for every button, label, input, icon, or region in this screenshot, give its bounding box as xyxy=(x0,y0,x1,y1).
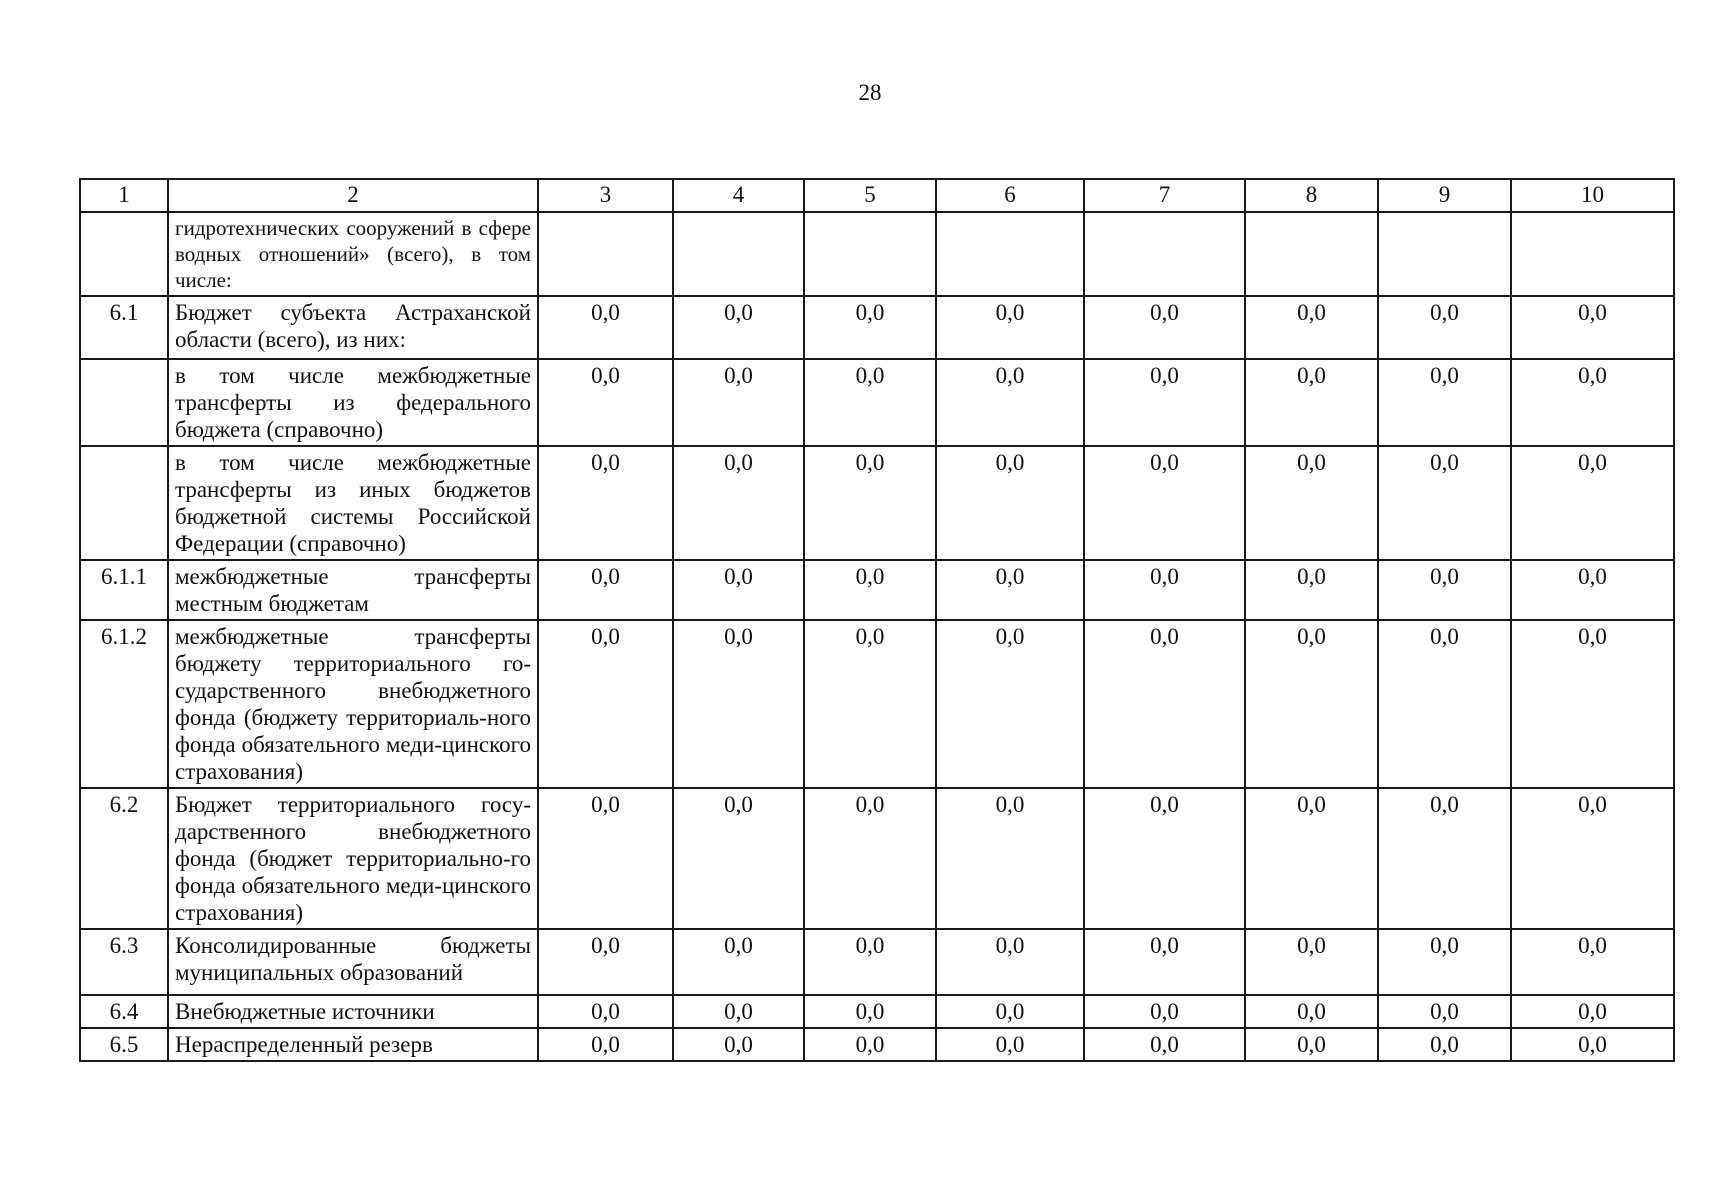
row-number: 6.5 xyxy=(80,1028,168,1061)
table-row xyxy=(80,296,1674,359)
column-header-1: 1 xyxy=(80,179,168,212)
budget-table-body xyxy=(80,179,1674,1061)
column-header-4: 4 xyxy=(673,179,804,212)
row-name: в том числе межбюджетные трансферты из иных бюджетов бюджетной системы Российской Федерации (справочно) xyxy=(168,446,538,560)
value-cell-col-4: 0,0 xyxy=(673,560,804,620)
value-cell-col-9: 0,0 xyxy=(1378,1028,1511,1061)
value-cell-col-8: 0,0 xyxy=(1245,446,1378,560)
table-row xyxy=(80,359,1674,446)
value-cell-col-9: 0,0 xyxy=(1378,359,1511,446)
value-cell-col-7: 0,0 xyxy=(1084,1028,1245,1061)
value-cell-col-4: 0,0 xyxy=(673,296,804,359)
value-cell-col-8: 0,0 xyxy=(1245,995,1378,1028)
value-cell-col-8: 0,0 xyxy=(1245,929,1378,995)
value-cell-col-4 xyxy=(673,212,804,296)
value-cell-col-4: 0,0 xyxy=(673,620,804,788)
row-name: межбюджетные трансферты местным бюджетам xyxy=(168,560,538,620)
row-name: межбюджетные трансферты бюджету территориального го-сударственного внебюджетного фонда (бюджету территориаль-ного фонда обязательного меди-цинского страхования) xyxy=(168,620,538,788)
value-cell-col-3: 0,0 xyxy=(538,929,673,995)
value-cell-col-5: 0,0 xyxy=(804,560,936,620)
value-cell-col-10: 0,0 xyxy=(1511,296,1674,359)
row-name: Консолидированные бюджеты муниципальных образований xyxy=(168,929,538,995)
page-number: 28 xyxy=(858,80,882,105)
row-name: Бюджет субъекта Астраханской области (всего), из них: xyxy=(168,296,538,359)
row-number xyxy=(80,446,168,560)
value-cell-col-9 xyxy=(1378,212,1511,296)
row-number: 6.1.2 xyxy=(80,620,168,788)
value-cell-col-5: 0,0 xyxy=(804,929,936,995)
value-cell-col-5: 0,0 xyxy=(804,359,936,446)
row-number xyxy=(80,359,168,446)
value-cell-col-3: 0,0 xyxy=(538,620,673,788)
value-cell-col-8: 0,0 xyxy=(1245,560,1378,620)
value-cell-col-4: 0,0 xyxy=(673,995,804,1028)
value-cell-col-6: 0,0 xyxy=(936,446,1084,560)
value-cell-col-8: 0,0 xyxy=(1245,620,1378,788)
value-cell-col-9: 0,0 xyxy=(1378,446,1511,560)
table-row xyxy=(80,929,1674,995)
value-cell-col-10: 0,0 xyxy=(1511,446,1674,560)
column-header-5: 5 xyxy=(804,179,936,212)
value-cell-col-7: 0,0 xyxy=(1084,995,1245,1028)
value-cell-col-9: 0,0 xyxy=(1378,620,1511,788)
column-header-2: 2 xyxy=(168,179,538,212)
value-cell-col-7: 0,0 xyxy=(1084,560,1245,620)
value-cell-col-6: 0,0 xyxy=(936,929,1084,995)
value-cell-col-6: 0,0 xyxy=(936,620,1084,788)
value-cell-col-10: 0,0 xyxy=(1511,929,1674,995)
table-row xyxy=(80,1028,1674,1061)
value-cell-col-7: 0,0 xyxy=(1084,359,1245,446)
value-cell-col-4: 0,0 xyxy=(673,359,804,446)
value-cell-col-7: 0,0 xyxy=(1084,620,1245,788)
value-cell-col-5 xyxy=(804,212,936,296)
value-cell-col-9: 0,0 xyxy=(1378,560,1511,620)
value-cell-col-3: 0,0 xyxy=(538,788,673,929)
column-header-3: 3 xyxy=(538,179,673,212)
table-row xyxy=(80,995,1674,1028)
row-number: 6.1 xyxy=(80,296,168,359)
value-cell-col-8: 0,0 xyxy=(1245,788,1378,929)
table-row xyxy=(80,620,1674,788)
value-cell-col-5: 0,0 xyxy=(804,446,936,560)
table-header-row xyxy=(80,179,1674,212)
column-header-6: 6 xyxy=(936,179,1084,212)
column-header-7: 7 xyxy=(1084,179,1245,212)
value-cell-col-8: 0,0 xyxy=(1245,359,1378,446)
value-cell-col-6 xyxy=(936,212,1084,296)
value-cell-col-3: 0,0 xyxy=(538,446,673,560)
value-cell-col-6: 0,0 xyxy=(936,560,1084,620)
value-cell-col-6: 0,0 xyxy=(936,296,1084,359)
value-cell-col-7: 0,0 xyxy=(1084,296,1245,359)
value-cell-col-9: 0,0 xyxy=(1378,929,1511,995)
value-cell-col-5: 0,0 xyxy=(804,788,936,929)
value-cell-col-7: 0,0 xyxy=(1084,929,1245,995)
row-name: гидротехнических сооружений в сфере водных отношений» (всего), в том числе: xyxy=(168,212,538,296)
value-cell-col-5: 0,0 xyxy=(804,995,936,1028)
value-cell-col-5: 0,0 xyxy=(804,1028,936,1061)
row-number: 6.1.1 xyxy=(80,560,168,620)
value-cell-col-9: 0,0 xyxy=(1378,995,1511,1028)
value-cell-col-10: 0,0 xyxy=(1511,359,1674,446)
value-cell-col-3 xyxy=(538,212,673,296)
value-cell-col-10: 0,0 xyxy=(1511,620,1674,788)
value-cell-col-3: 0,0 xyxy=(538,296,673,359)
value-cell-col-10: 0,0 xyxy=(1511,560,1674,620)
value-cell-col-3: 0,0 xyxy=(538,359,673,446)
value-cell-col-10: 0,0 xyxy=(1511,1028,1674,1061)
value-cell-col-9: 0,0 xyxy=(1378,296,1511,359)
table-row xyxy=(80,212,1674,296)
value-cell-col-5: 0,0 xyxy=(804,620,936,788)
value-cell-col-8: 0,0 xyxy=(1245,296,1378,359)
value-cell-col-4: 0,0 xyxy=(673,1028,804,1061)
value-cell-col-8: 0,0 xyxy=(1245,1028,1378,1061)
column-header-8: 8 xyxy=(1245,179,1378,212)
column-header-9: 9 xyxy=(1378,179,1511,212)
value-cell-col-6: 0,0 xyxy=(936,995,1084,1028)
value-cell-col-10: 0,0 xyxy=(1511,788,1674,929)
value-cell-col-3: 0,0 xyxy=(538,560,673,620)
row-name: Бюджет территориального госу-дарственного внебюджетного фонда (бюджет территориально-го фонда обязательного меди-цинского страхования) xyxy=(168,788,538,929)
value-cell-col-4: 0,0 xyxy=(673,788,804,929)
value-cell-col-6: 0,0 xyxy=(936,1028,1084,1061)
value-cell-col-10: 0,0 xyxy=(1511,995,1674,1028)
value-cell-col-7 xyxy=(1084,212,1245,296)
budget-table xyxy=(79,178,1675,1062)
value-cell-col-3: 0,0 xyxy=(538,995,673,1028)
value-cell-col-10 xyxy=(1511,212,1674,296)
value-cell-col-7: 0,0 xyxy=(1084,788,1245,929)
value-cell-col-9: 0,0 xyxy=(1378,788,1511,929)
row-number: 6.4 xyxy=(80,995,168,1028)
value-cell-col-4: 0,0 xyxy=(673,446,804,560)
value-cell-col-6: 0,0 xyxy=(936,359,1084,446)
row-name: в том числе межбюджетные трансферты из федерального бюджета (справочно) xyxy=(168,359,538,446)
row-number: 6.3 xyxy=(80,929,168,995)
row-name: Внебюджетные источники xyxy=(168,995,538,1028)
value-cell-col-4: 0,0 xyxy=(673,929,804,995)
table-row xyxy=(80,788,1674,929)
value-cell-col-7: 0,0 xyxy=(1084,446,1245,560)
value-cell-col-3: 0,0 xyxy=(538,1028,673,1061)
value-cell-col-8 xyxy=(1245,212,1378,296)
value-cell-col-6: 0,0 xyxy=(936,788,1084,929)
row-number xyxy=(80,212,168,296)
table-row xyxy=(80,560,1674,620)
row-name: Нераспределенный резерв xyxy=(168,1028,538,1061)
table-row xyxy=(80,446,1674,560)
value-cell-col-5: 0,0 xyxy=(804,296,936,359)
column-header-10: 10 xyxy=(1511,179,1674,212)
row-number: 6.2 xyxy=(80,788,168,929)
